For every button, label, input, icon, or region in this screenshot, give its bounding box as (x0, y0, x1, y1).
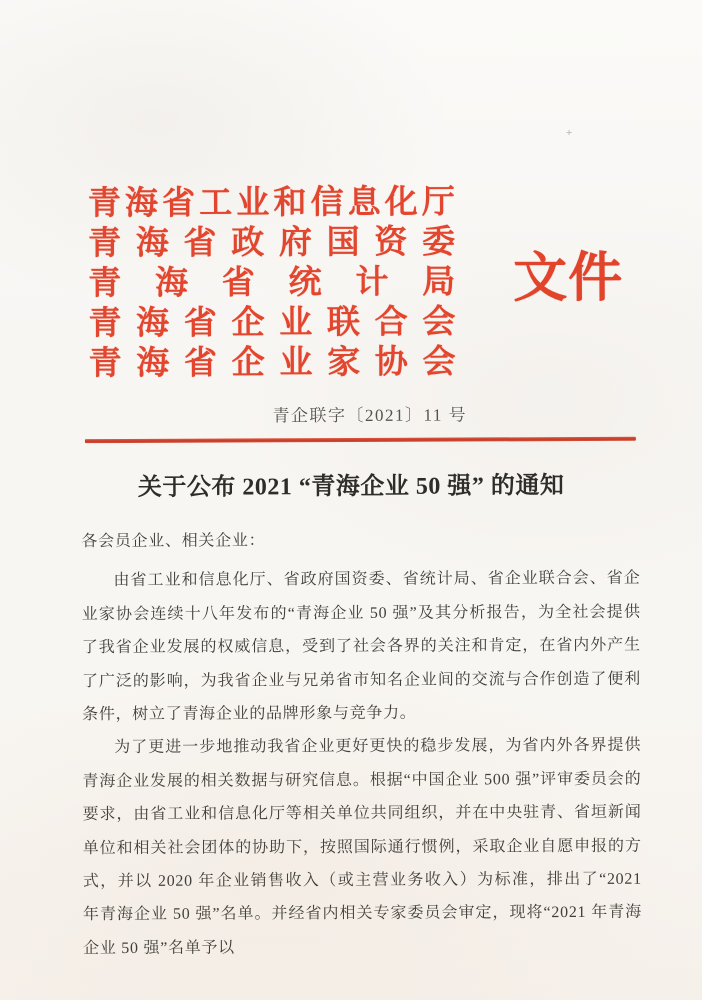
letterhead-org-line-5: 青海省企业家协会 (88, 344, 456, 383)
letterhead-org-line-3: 青海省统计局 (88, 264, 456, 303)
letterhead-org-line-4: 青海省企业联合会 (88, 304, 456, 343)
document-label: 文件 (513, 247, 624, 309)
red-letterhead (88, 183, 456, 385)
document-title: 关于公布 2021 “青海企业 50 强” 的通知 (137, 473, 565, 501)
document-body (81, 523, 642, 966)
document-reference-number: 青企联字〔2021〕11 号 (272, 405, 468, 426)
red-divider-line (85, 437, 636, 443)
scan-artifact-mark (567, 130, 572, 135)
letterhead-org-line-1: 青海省工业和信息化厅 (87, 184, 455, 223)
salutation: 各会员企业、相关企业： (81, 532, 266, 551)
letterhead-org-line-2: 青海省政府国资委 (87, 224, 456, 263)
body-paragraph-2: 为了更进一步地推动我省企业更好更快的稳步发展，为省内外各界提供青海企业发展的相关数据与研究信息。根据“中国企业 500 强”评审委员会的要求，由省工业和信息化厅等相关单位共同组织，并在中央驻青、省垣新闻单位和相关社会团体的协助下，按照国际通行惯例，采取企业自愿申报的方式，并以 2020 年企业销售收入（或主营业务收入）为标准，排出了“2021 年青海企业 50 强”名单。并经省内相关专家委员会审定，现将“2021 年青海企业 50 强”名单予以 (82, 737, 643, 958)
body-paragraph-1: 由省工业和信息化厅、省政府国资委、省统计局、省企业联合会、省企业家协会连续十八年发布的“青海企业 50 强”及其分析报告，为全社会提供了我省企业发展的权威信息，受到了社会各界的关注和肯定，在省内外产生了广泛的影响，为我省企业与兄弟省市知名企业间的交流与合作创造了便利条件，树立了青海企业的品牌形象与竞争力。 (81, 570, 641, 724)
